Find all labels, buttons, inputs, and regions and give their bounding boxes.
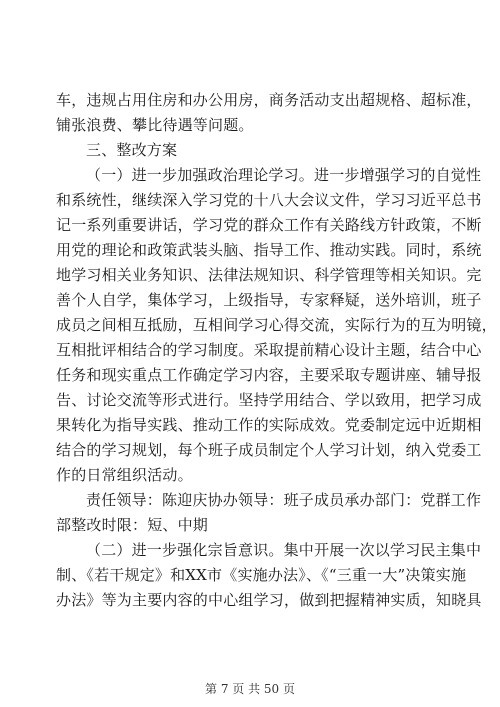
text-line: 告、讨论交流等形式进行。坚持学用结合、学以致用，把学习成 xyxy=(56,391,482,409)
text-line: 地学习相关业务知识、法律法规知识、科学管理等相关知识。完 xyxy=(56,266,482,284)
text-line: 任务和现实重点工作确定学习内容，主要采取专题讲座、辅导报 xyxy=(56,366,482,384)
text-line: 记一系列重要讲话，学习党的群众工作有关路线方针政策，不断 xyxy=(56,216,482,234)
text-line: 铺张浪费、攀比待遇等问题。 xyxy=(56,116,254,134)
text-line: 作的日常组织活动。 xyxy=(56,466,193,484)
text-line: 互相批评相结合的学习制度。采取提前精心设计主题，结合中心 xyxy=(56,341,482,359)
document-body xyxy=(56,88,497,613)
text-line: （二）进一步强化宗旨意识。集中开展一次以学习民主集中 xyxy=(86,541,482,559)
text-line: 制、《若干规定》和XX市《实施办法》、《“三重一大”决策实施 xyxy=(56,566,467,584)
text-line: 结合的学习规划，每个班子成员制定个人学习计划，纳入党委工 xyxy=(56,441,482,459)
text-line: （一）进一步加强政治理论学习。进一步增强学习的自觉性 xyxy=(86,166,482,184)
page-footer: 第 7 页 共 50 页 xyxy=(205,682,295,696)
text-line: 责任领导：陈迎庆协办领导：班子成员承办部门：党群工作 xyxy=(86,491,482,509)
text-line: 善个人自学，集体学习，上级指导，专家释疑，送外培训，班子 xyxy=(56,291,482,309)
text-line: 用党的理论和政策武装头脑、指导工作、推动实践。同时，系统 xyxy=(56,241,482,259)
text-line: 和系统性，继续深入学习党的十八大会议文件，学习习近平总书 xyxy=(56,191,482,209)
section-heading: 三、整改方案 xyxy=(86,141,178,159)
text-line: 成员之间相互抵励，互相间学习心得交流，实际行为的互为明镜， xyxy=(56,316,497,334)
text-line: 车，违规占用住房和办公用房，商务活动支出超规格、超标准， xyxy=(56,91,482,109)
text-line: 办法》等为主要内容的中心组学习，做到把握精神实质，知晓具 xyxy=(56,591,482,609)
text-line: 果转化为指导实践、推动工作的实际成效。党委制定远中近期相 xyxy=(56,416,482,434)
text-line: 部整改时限：短、中期 xyxy=(56,516,209,534)
